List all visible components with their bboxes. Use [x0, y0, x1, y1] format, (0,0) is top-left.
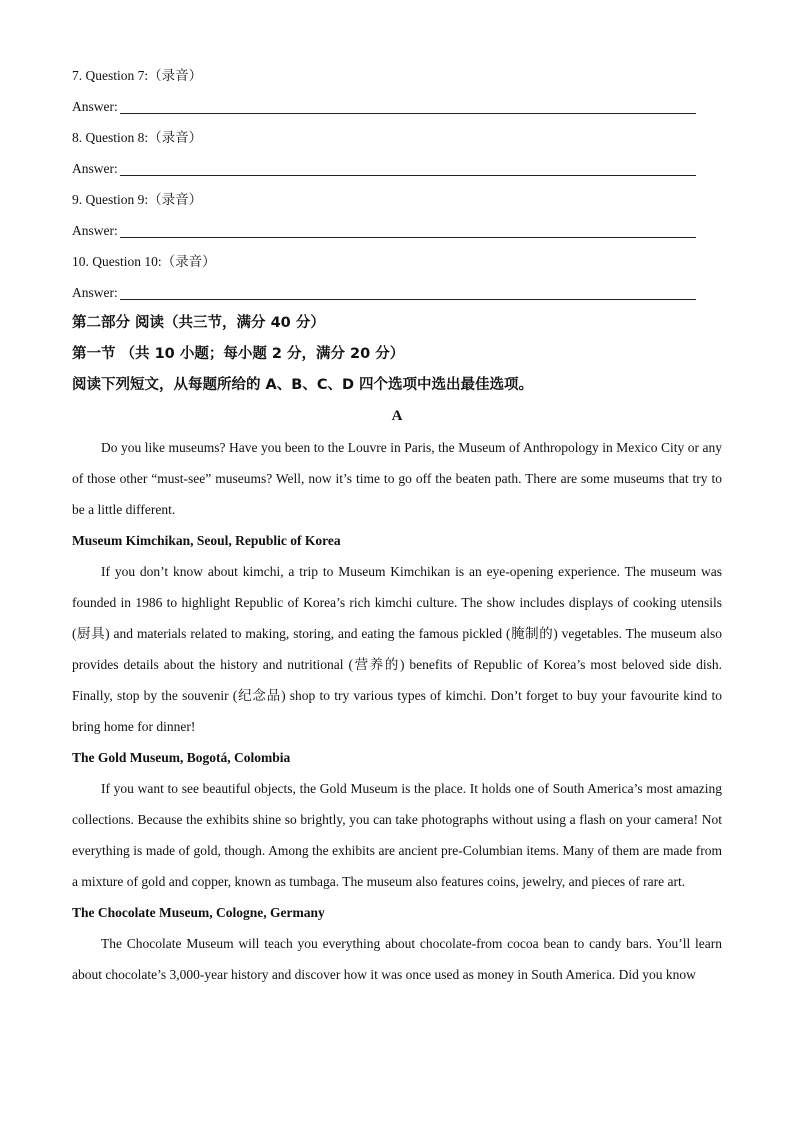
answer-label: Answer:: [72, 161, 118, 176]
passage-intro: Do you like museums? Have you been to the Louvre in Paris, the Museum of Anthropology in Mexico City or any of those other “must-see” museums? Well, now it’s time to go off the beaten path. There are some museums that try to be a little different.: [72, 440, 722, 517]
section-instruction: 阅读下列短文，从每题所给的 A、B、C、D 四个选项中选出最佳选项。: [72, 377, 534, 393]
answer-blank-line[interactable]: [120, 215, 696, 238]
answer-blank-line[interactable]: [120, 277, 696, 300]
question-8-label: 8. Question 8:（录音）: [72, 130, 203, 145]
question-7-label: 7. Question 7:（录音）: [72, 68, 203, 83]
answer-label: Answer:: [72, 285, 118, 300]
question-7-answer-row: [72, 91, 722, 122]
question-9-answer-row: [72, 215, 722, 246]
museum-heading-chocolate: The Chocolate Museum, Cologne, Germany: [72, 905, 325, 920]
section-sub-heading: 第一节 （共 10 小题；每小题 2 分，满分 20 分）: [72, 346, 405, 362]
answer-label: Answer:: [72, 223, 118, 238]
document-page: [72, 60, 722, 990]
question-10-label: 10. Question 10:（录音）: [72, 254, 216, 269]
answer-blank-line[interactable]: [120, 153, 696, 176]
question-9-label: 9. Question 9:（录音）: [72, 192, 203, 207]
answer-blank-line[interactable]: [120, 91, 696, 114]
question-8-answer-row: [72, 153, 722, 184]
museum-heading-gold: The Gold Museum, Bogotá, Colombia: [72, 750, 291, 765]
museum-paragraph-kimchikan: If you don’t know about kimchi, a trip to Museum Kimchikan is an eye-opening experience. The museum was founded in 1986 to highlight Republic of Korea’s rich kimchi culture. The show includes displays of cooking utensils (厨具) and materials related to making, storing, and eating the famous pickled (腌制的) vegetables. The museum also provides details about the history and nutritional (营养的) benefits of Republic of Korea’s most beloved side dish. Finally, stop by the souvenir (纪念品) shop to try various types of kimchi. Don’t forget to buy your favourite kind to bring home for dinner!: [72, 564, 722, 734]
listening-questions: [72, 60, 722, 308]
question-10-answer-row: [72, 277, 722, 308]
answer-label: Answer:: [72, 99, 118, 114]
passage-title: A: [391, 408, 403, 424]
museum-heading-kimchikan: Museum Kimchikan, Seoul, Republic of Korea: [72, 533, 341, 548]
museum-paragraph-chocolate: The Chocolate Museum will teach you everything about chocolate-from cocoa bean to candy bars. You’ll learn about chocolate’s 3,000-year history and discover how it was once used as money in South America. Did you know: [72, 936, 722, 982]
part-heading: 第二部分 阅读（共三节，满分 40 分）: [72, 315, 325, 331]
museum-paragraph-gold: If you want to see beautiful objects, the Gold Museum is the place. It holds one of South America’s most amazing collections. Because the exhibits shine so brightly, you can take photographs without using a flash on your camera! Not everything is made of gold, though. Among the exhibits are ancient pre-Columbian items. Many of them are made from a mixture of gold and copper, known as tumbaga. The museum also features coins, jewelry, and pieces of rare art.: [72, 781, 722, 889]
